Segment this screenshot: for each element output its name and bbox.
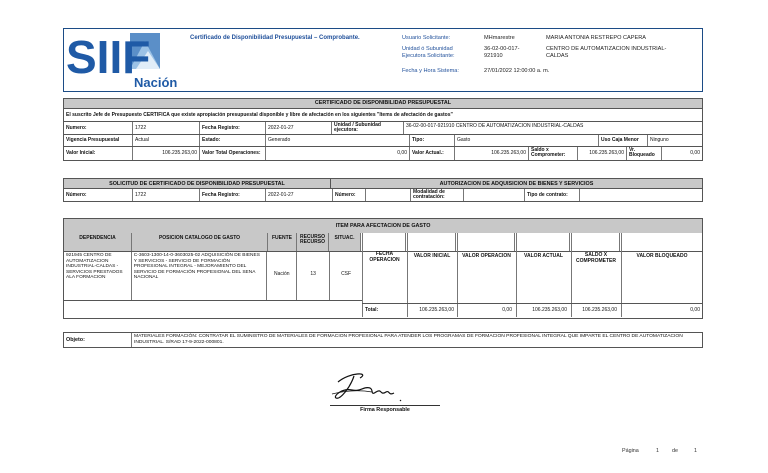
header-title: Certificado de Disponibilidad Presupuestal – Comprobante. — [190, 35, 360, 41]
caja-menor-value: Ninguno — [650, 137, 669, 143]
signature — [330, 368, 440, 406]
certificado-section — [63, 98, 703, 161]
cell-fuente: Nación — [267, 252, 297, 300]
fecha-sistema-valor: 27/01/2022 12:00:00 a. m. — [484, 68, 550, 74]
certificado-subtitle-row — [63, 109, 703, 122]
valor-actual-label: Valor Actual.: — [410, 147, 455, 160]
caja-menor-label: Uso Caja Menor — [599, 135, 648, 146]
usuario-nombre: MARIA ANTONIA RESTREPO CAPERA — [546, 35, 646, 41]
fecha-registro-value: 2022-01-27 — [266, 122, 332, 134]
signature-line — [330, 405, 440, 406]
valor-total-value: 0,00 — [266, 147, 410, 160]
solicitud-fecha-value: 2022-01-27 — [266, 189, 333, 201]
numero-label: Numero: — [64, 122, 133, 134]
fecha-registro-label: Fecha Registro: — [200, 122, 266, 134]
bloqueado-label: Vr. Bloqueado — [627, 147, 662, 160]
total-saldo: 106.235.263,00 — [582, 307, 617, 313]
total-actual: 106.235.263,00 — [532, 307, 567, 313]
solicitud-numero-value: 1722 — [133, 189, 200, 201]
saldo-label: Saldo x Comprometer: — [529, 147, 578, 160]
items-data-row — [64, 251, 362, 301]
siif-logo-icon — [64, 29, 182, 91]
certificado-title: CERTIFICADO DE DISPONIBILIDAD PRESUPUESTAL — [63, 98, 703, 109]
objeto-row — [63, 332, 703, 348]
fecha-sistema-label: Fecha y Hora Sistema: — [402, 68, 459, 74]
solicitud-title: SOLICITUD DE CERTIFICADO DE DISPONIBILIDAD PRESUPUESTAL — [64, 179, 331, 188]
saldo-header: SALDO X COMPROMETER — [576, 252, 616, 264]
pagina-label: Página — [622, 448, 639, 454]
firma-label: Firma Responsable — [360, 407, 410, 413]
total-paginas: 1 — [694, 448, 697, 454]
items-title: ITEM PARA AFECTACION DE GASTO — [63, 218, 703, 234]
totals-row — [362, 303, 703, 318]
total-label: Total: — [365, 307, 379, 313]
fecha-operacion-header: FECHA OPERACION — [369, 251, 400, 263]
solicitud-row — [63, 189, 703, 202]
items-header-row — [64, 233, 702, 252]
col-situac: SITUAC. — [329, 233, 361, 251]
col-posicion: POSICION CATALOGO DE GASTO — [132, 233, 268, 251]
autorizacion-numero-value — [366, 189, 411, 201]
cell-dependencia: 921945 CENTRO DE AUTOMATIZACION INDUSTRIAL-CALDAS - SERVICIOS PRESTADOS ALA FORMACION — [64, 252, 132, 300]
valor-operacion-header: VALOR OPERACION — [462, 253, 511, 259]
solicitud-numero-label: Número: — [64, 189, 133, 201]
estado-value: Generado — [266, 135, 410, 146]
tipo-contrato-value — [580, 189, 702, 201]
solicitud-fecha-label: Fecha Registro: — [200, 189, 266, 201]
cell-recurso: 13 — [297, 252, 330, 300]
col-dependencia: DEPENDENCIA — [64, 233, 132, 251]
unidad-label-1: Unidad ó Subunidad — [402, 46, 453, 52]
col-recurso: RECURSO RECURSO — [297, 233, 329, 251]
valor-total-label: Valor Total Operaciones: — [200, 147, 266, 160]
col-valor-operacion — [456, 233, 515, 251]
cell-situac: CSF — [341, 271, 352, 277]
cert-row-1 — [63, 122, 703, 135]
unidad-codigo-1: 36-02-00-017- — [484, 46, 520, 52]
modalidad-label: Modalidad de contratación: — [411, 189, 464, 201]
col-fuente: FUENTE — [268, 233, 297, 251]
usuario-label: Usuario Solicitante: — [402, 35, 451, 41]
autorizacion-title: AUTORIZACION DE ADQUISICION DE BIENES Y SERVICIOS — [331, 179, 702, 188]
modalidad-value — [464, 189, 525, 201]
items-table — [63, 233, 703, 319]
svg-text:Nación: Nación — [134, 75, 178, 90]
unidad-label-2: Ejecutora Solicitante: — [402, 53, 455, 59]
objeto-text: MATERIALES FORMACIÓN: CONTRATAR EL SUMINISTRO DE MATERIALES DE FORMACION PROFESIONAL PARA ATENDER LOS PROGRAMAS DE FORMACION PROFESIONAL INTEGRAL QUE IMPARTE EL CENTRO DE AUTOMATIZACION INDUSTRIAL. S/RAD 17-9-2022-000801. — [134, 334, 683, 345]
cert-row-3 — [63, 147, 703, 161]
numero-value: 1722 — [133, 122, 200, 134]
unidad-codigo-2: 921910 — [484, 53, 503, 59]
signature-icon — [330, 368, 440, 406]
objeto-label: Objeto: — [64, 333, 132, 347]
tipo-value: Gasto — [455, 135, 599, 146]
valor-actual-value: 106.235.263,00 — [455, 147, 529, 160]
valor-inicial-header: VALOR INICIAL — [413, 253, 451, 259]
col-saldo — [570, 233, 620, 251]
unidad-nombre-2: CALDAS — [546, 53, 569, 59]
usuario-id: MHmarestre — [484, 35, 515, 41]
total-operacion: 0,00 — [502, 307, 512, 313]
autorizacion-numero-label: Número: — [333, 189, 366, 201]
saldo-value: 106.235.263,00 — [578, 147, 627, 160]
unidad-nombre-1: CENTRO DE AUTOMATIZACION INDUSTRIAL- — [546, 46, 667, 52]
valor-bloqueado-header: VALOR BLOQUEADO — [636, 253, 688, 259]
vigencia-label: Vigencia Presupuestal — [64, 135, 133, 146]
valor-inicial-value: 106.235.263,00 — [133, 147, 200, 160]
solicitud-autorizacion-bar — [63, 178, 703, 189]
pagina-number: 1 — [656, 448, 659, 454]
total-inicial: 106.235.263,00 — [419, 307, 454, 313]
col-fecha-operacion — [361, 233, 406, 251]
col-valor-actual — [515, 233, 570, 251]
estado-label: Estado: — [200, 135, 266, 146]
bloqueado-value: 0,00 — [690, 150, 700, 156]
unidad-ejecutora-value: 36-02-00-017-921910 CENTRO DE AUTOMATIZACION INDUSTRIAL-CALDAS — [406, 123, 584, 129]
svg-text:SIIF: SIIF — [66, 31, 151, 83]
col-valor-bloqueado — [620, 233, 702, 251]
cert-row-2 — [63, 135, 703, 147]
tipo-contrato-label: Tipo de contrato: — [525, 189, 580, 201]
de-label: de — [672, 448, 678, 454]
certificado-subtitle: El suscrito Jefe de Presupuesto CERTIFICA que existe apropiación presupuestal disponible y libre de afectación en los siguientes "Items de afectación de gastos" — [66, 112, 453, 118]
valor-inicial-label: Valor Inicial: — [64, 147, 133, 160]
unidad-ejecutora-label: Unidad / Subunidad ejecutora: — [332, 122, 404, 134]
cell-posicion: C-3603-1300-14-0-3603025-02 ADQUISICIÓN DE BIENES Y SERVICIOS - SERVICIO DE FORMACIÓN PROFESIONAL INTEGRAL - MEJORAMIENTO DEL SERVICIO DE FORMACIÓN PROFESIONAL DEL SENA NACIONAL — [132, 252, 268, 300]
total-bloqueado: 0,00 — [690, 307, 700, 313]
siif-logo — [64, 29, 182, 91]
valor-actual-header: VALOR ACTUAL — [524, 253, 563, 259]
col-valor-inicial — [406, 233, 456, 251]
vigencia-value: Actual — [133, 135, 200, 146]
tipo-label: Tipo: — [410, 135, 455, 146]
